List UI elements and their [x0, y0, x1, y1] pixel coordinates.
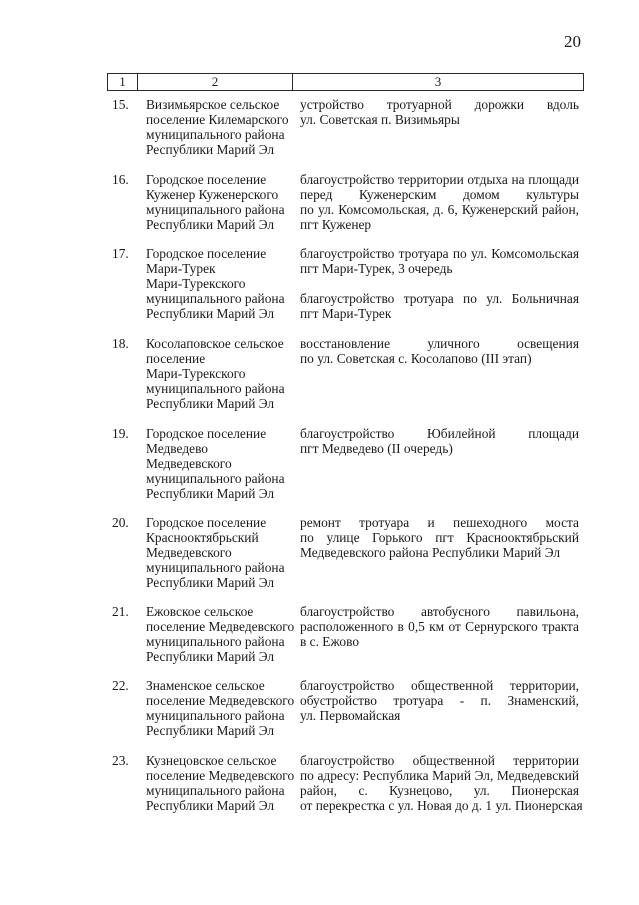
settlement-name	[146, 336, 291, 411]
row-number: 17.	[112, 246, 129, 261]
row-number: 22.	[112, 678, 129, 693]
settlement-name-line: Республики Марий Эл	[146, 306, 275, 321]
settlement-name-line: Республики Марий Эл	[146, 142, 275, 157]
project-description	[300, 426, 579, 456]
project-description	[300, 336, 579, 366]
project-description-line: благоустройство Юбилейной площади	[300, 426, 579, 441]
project-description-line: обустройство тротуара - п. Знаменский,	[300, 693, 579, 708]
settlement-name	[146, 678, 295, 738]
settlement-name-line: Республики Марий Эл	[146, 798, 275, 813]
project-description-line: ул. Советская п. Визимьяры	[300, 112, 460, 127]
settlement-name-line: Республики Марий Эл	[146, 723, 275, 738]
project-description-line: расположенного в 0,5 км от Сернурского тракта	[300, 619, 579, 634]
project-description-line: ул. Первомайская	[300, 708, 401, 723]
settlement-name-line: Визимьярское сельское	[146, 97, 280, 112]
settlement-name-line: муниципального района	[146, 560, 285, 575]
settlement-name-line: Городское поселение	[146, 515, 267, 530]
project-description-line: район, с. Кузнецово, ул. Пионерская	[300, 783, 579, 798]
project-description-line: пгт Мари-Турек	[300, 306, 392, 321]
settlement-name-line: Городское поселение	[146, 172, 267, 187]
settlement-name-line: Республики Марий Эл	[146, 217, 275, 232]
project-description	[300, 246, 579, 321]
settlement-name-line: Мари-Турек	[146, 261, 216, 276]
project-description-line: по ул. Советская с. Косолапово (III этап)	[300, 351, 532, 366]
project-description-line: по улице Горького пгт Краснооктябрьский	[300, 530, 579, 545]
project-description-line: благоустройство общественной территории	[300, 753, 579, 768]
settlement-name-line: Республики Марий Эл	[146, 486, 275, 501]
row-number: 16.	[112, 172, 129, 187]
project-description-line: пгт Медведево (II очередь)	[300, 441, 453, 456]
settlement-name-line: Ежовское сельское	[146, 604, 254, 619]
project-description-line: Медведевского района Республики Марий Эл	[300, 545, 561, 560]
settlement-name-line: Республики Марий Эл	[146, 649, 275, 664]
settlement-name-line: Городское поселение	[146, 426, 267, 441]
row-number: 23.	[112, 753, 129, 768]
settlement-name	[146, 97, 291, 157]
project-description-line: благоустройство тротуара по ул. Больничная	[300, 291, 579, 306]
project-description	[300, 753, 583, 813]
settlement-name-line: Республики Марий Эл	[146, 575, 275, 590]
settlement-name-line: Мари-Турекского	[146, 276, 246, 291]
settlement-name-line: Медведево	[146, 441, 209, 456]
settlement-name-line: Республики Марий Эл	[146, 396, 275, 411]
row-number: 19.	[112, 426, 129, 441]
project-description-line: пгт Куженер	[300, 217, 372, 232]
settlement-name-line: Куженер Куженерского	[146, 187, 279, 202]
row-number: 20.	[112, 515, 129, 530]
settlement-name-line: муниципального района	[146, 634, 285, 649]
column-header-2: 2	[138, 74, 293, 91]
project-description	[300, 678, 579, 723]
settlement-name	[146, 246, 291, 321]
settlement-name-line: Мари-Турекского	[146, 366, 246, 381]
settlement-name-line: Городское поселение	[146, 246, 267, 261]
project-description	[300, 515, 579, 560]
settlement-name	[146, 515, 291, 590]
settlement-name-line: поселение Килемарского	[146, 112, 289, 127]
settlement-name	[146, 753, 295, 813]
project-description	[300, 97, 579, 127]
project-description-line: ремонт тротуара и пешеходного моста	[300, 515, 579, 530]
settlement-name-line: муниципального района	[146, 202, 285, 217]
settlement-name-line: Косолаповское сельское	[146, 336, 284, 351]
settlement-name-line: муниципального района	[146, 127, 285, 142]
column-header-3: 3	[293, 74, 584, 91]
settlement-name-line: поселение Медведевского	[146, 619, 295, 634]
settlement-name-line: муниципального района	[146, 381, 285, 396]
row-number: 18.	[112, 336, 129, 351]
settlement-name-line: Медведевского	[146, 456, 232, 471]
settlement-name-line: Знаменское сельское	[146, 678, 265, 693]
settlement-name-line: муниципального района	[146, 783, 285, 798]
project-description	[300, 172, 579, 232]
project-description-line: по адресу: Республика Марий Эл, Медведевский	[300, 768, 579, 783]
column-header-table	[107, 73, 584, 91]
project-description	[300, 604, 579, 649]
project-description-line: перед Куженерским домом культуры	[300, 187, 579, 202]
settlement-name-line: Медведевского	[146, 545, 232, 560]
project-description-line: благоустройство общественной территории,	[300, 678, 579, 693]
settlement-name-line: поселение Медведевского	[146, 693, 295, 708]
settlement-name	[146, 426, 291, 501]
project-description-line: благоустройство автобусного павильона,	[300, 604, 579, 619]
column-header-1: 1	[108, 74, 138, 91]
project-description-line: благоустройство территории отдыха на площади	[300, 172, 579, 187]
settlement-name-line: Краснооктябрьский	[146, 530, 259, 545]
project-description-line: по ул. Комсомольская, д. 6, Куженерский район,	[300, 202, 579, 217]
page-number: 20	[564, 32, 581, 51]
row-number: 15.	[112, 97, 129, 112]
project-description-line: благоустройство тротуара по ул. Комсомольская	[300, 246, 579, 261]
settlement-name	[146, 172, 291, 232]
project-description-line: пгт Мари-Турек, 3 очередь	[300, 261, 453, 276]
settlement-name-line: поселение Медведевского	[146, 768, 295, 783]
project-description-line: восстановление уличного освещения	[300, 336, 579, 351]
row-number: 21.	[112, 604, 129, 619]
settlement-name-line: муниципального района	[146, 471, 285, 486]
settlement-name	[146, 604, 295, 664]
project-description-line: в с. Ежово	[300, 634, 360, 649]
settlement-name-line: муниципального района	[146, 291, 285, 306]
settlement-name-line: муниципального района	[146, 708, 285, 723]
project-description-line: устройство тротуарной дорожки вдоль	[300, 97, 579, 112]
settlement-name-line: поселение	[146, 351, 206, 366]
description-spacer	[300, 276, 579, 291]
settlement-name-line: Кузнецовское сельское	[146, 753, 277, 768]
project-description-line: от перекрестка с ул. Новая до д. 1 ул. Пионерская	[300, 798, 583, 813]
